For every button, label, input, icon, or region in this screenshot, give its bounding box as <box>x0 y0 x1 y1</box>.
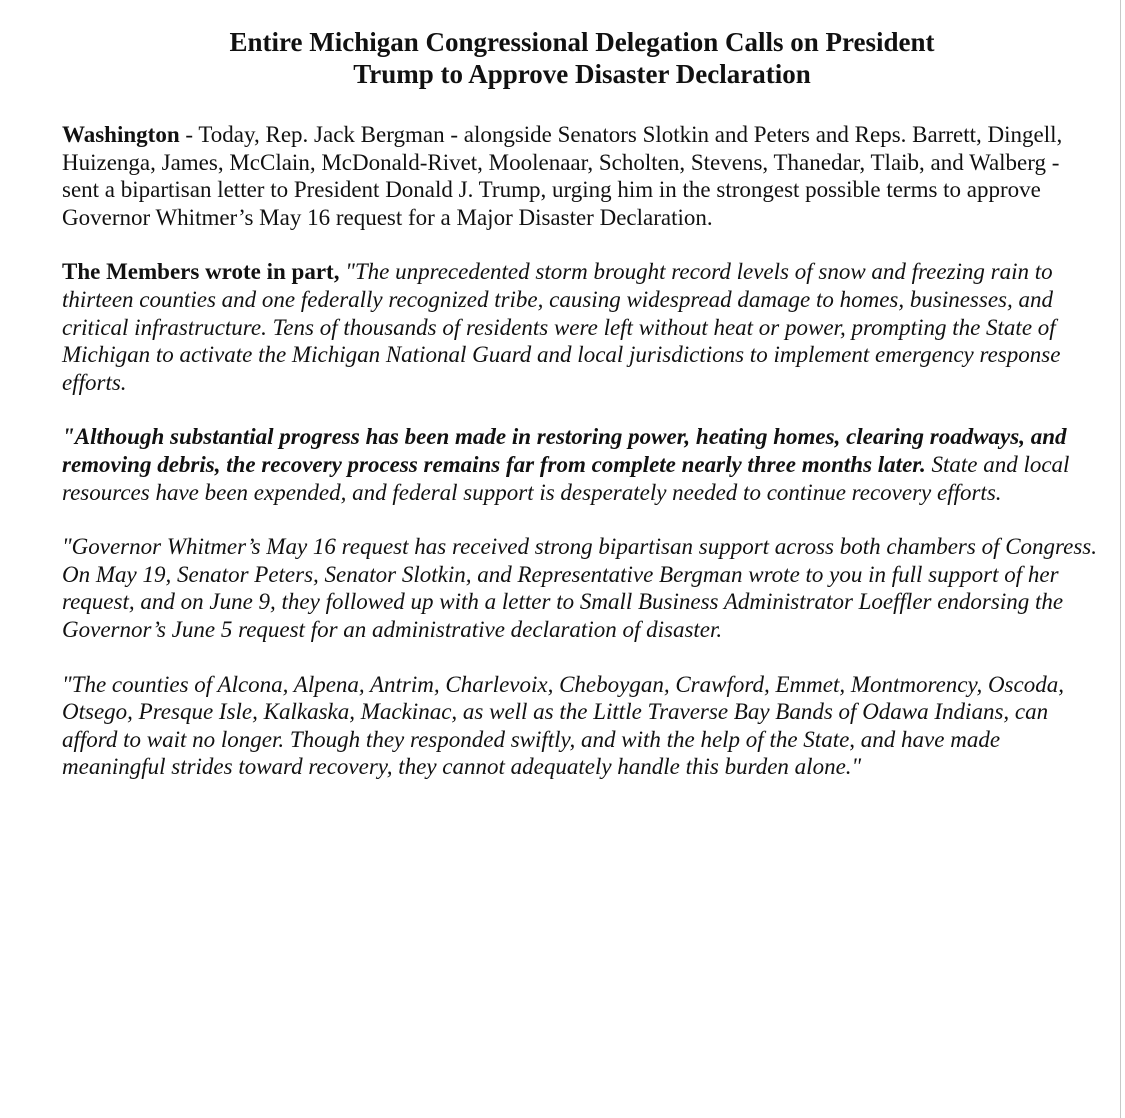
press-release-body <box>62 26 1102 781</box>
letter-quote-paragraph-2 <box>62 423 1102 506</box>
letter-quote-paragraph-1 <box>62 258 1102 396</box>
intro-text: - Today, Rep. Jack Bergman - alongside Senators Slotkin and Peters and Reps. Barrett, Dingell, Huizenga, James, McClain, McDonald-Rivet, Moolenaar, Scholten, Stevens, Thanedar, Tlaib, and Walberg - sent a bipartisan letter to President Donald J. Trump, urging him in the strongest possible terms to approve Governor Whitmer’s May 16 request for a Major Disaster Declaration. <box>62 122 1063 230</box>
press-release-title <box>62 26 1102 90</box>
quote-text-2: State and local resources have been expended, and federal support is desperately needed to continue recovery efforts. <box>62 451 1070 505</box>
title-line-1: Entire Michigan Congressional Delegation Calls on President <box>229 27 935 57</box>
letter-quote-paragraph-3 <box>62 533 1102 643</box>
quote-lead-in: The Members wrote in part, <box>62 259 340 285</box>
title-line-2: Trump to Approve Disaster Declaration <box>353 59 811 89</box>
quote-text-1: "The unprecedented storm brought record levels of snow and freezing rain to thirteen counties and one federally recognized tribe, causing widespread damage to homes, businesses, and critical infrastructure. Tens of thousands of residents were left without heat or power, prompting the State of Michigan to activate the Michigan National Guard and local jurisdictions to implement emergency response efforts. <box>62 259 1061 395</box>
dateline: Washington <box>62 122 180 147</box>
page-edge-divider <box>1120 0 1121 1118</box>
quote-emphasis: "Although substantial progress has been made in restoring power, heating homes, clearing roadways, and removing debris, the recovery process remains far from complete nearly three months later. <box>62 424 1067 477</box>
intro-paragraph <box>62 121 1102 231</box>
quote-text-3: "Governor Whitmer’s May 16 request has received strong bipartisan support across both chambers of Congress. On May 19, Senator Peters, Senator Slotkin, and Representative Bergman wrote to you in full support of her request, and on June 9, they followed up with a letter to Small Business Administrator Loeffler endorsing the Governor’s June 5 request for an administrative declaration of disaster. <box>62 534 1098 642</box>
quote-text-4: "The counties of Alcona, Alpena, Antrim, Charlevoix, Cheboygan, Crawford, Emmet, Montmorency, Oscoda, Otsego, Presque Isle, Kalkaska, Mackinac, as well as the Little Traverse Bay Bands of Odawa Indians, can afford to wait no longer. Though they responded swiftly, and with the help of the State, and have made meaningful strides toward recovery, they cannot adequately handle this burden alone." <box>62 671 1064 780</box>
letter-quote-paragraph-4 <box>62 671 1102 781</box>
